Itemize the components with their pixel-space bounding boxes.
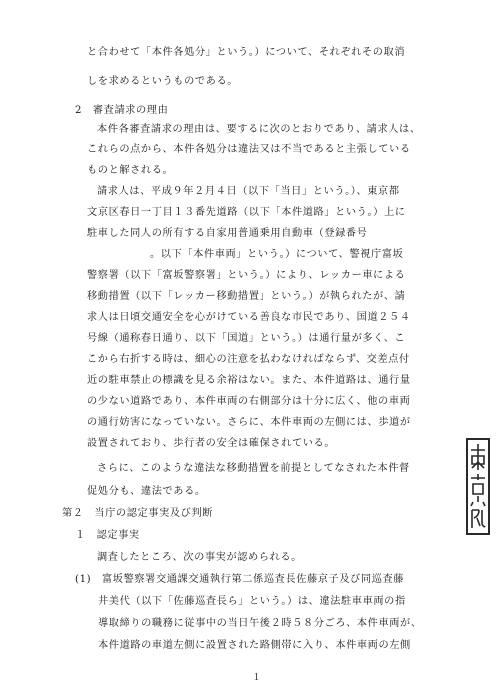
text-line: 求人は日頃交通安全を心がけている善良な市民であり、国道２５４	[87, 312, 411, 323]
text-line: の少ない道路であり、本件車両の右側部分は十分に広く、他の車両	[87, 396, 411, 407]
text-line: 文京区春日一丁目１３番先道路（以下「本件道路」という。）上に	[87, 207, 406, 218]
text-line: 移動措置（以下「レッカー移動措置」という。）が執られたが、請	[87, 291, 406, 302]
text-line: 本件道路の車道左側に設置された路側帯に入り、本件車両の左側	[98, 640, 411, 651]
text-line: 駐車した同人の所有する自家用普通乗用自動車（登録番号	[87, 228, 368, 239]
text-line: (1) 富坂警察署交通課交通執行第二係巡査長佐藤京子及び同巡査藤	[75, 574, 405, 585]
section-heading: １ 認定事実	[75, 530, 140, 541]
text-line: 警察署（以下「富坂警察署」という。）により、レッカー車による	[87, 270, 406, 281]
official-seal-stamp	[466, 438, 490, 535]
text-line: これらの点から、本件各処分は違法又は不当であると主張している	[87, 144, 411, 155]
text-line: 請求人は、平成９年２月４日（以下「当日」という。）、東京都	[97, 186, 400, 197]
text-line: 導取締りの職務に従事中の当日午後２時５８分ごろ、本件車両が、	[98, 618, 422, 629]
section-heading: 2 審査請求の理由	[75, 105, 169, 116]
text-line: の通行妨害になっていない。さらに、本件車両の左側には、歩道が	[87, 417, 411, 428]
text-line: こから右折する時は、細心の注意を払わなければならず、交差点付	[87, 354, 410, 365]
chapter-heading: 第２ 当庁の認定事実及び判断	[62, 508, 214, 519]
text-line: 促処分も、違法である。	[87, 486, 206, 497]
text-line: 近の駐車禁止の標識を見る余裕はない。また、本件道路は、通行量	[87, 375, 411, 386]
text-line: さらに、このような違法な移動措置を前提としてなされた本件督	[97, 463, 410, 474]
text-line: 調査したところ、次の事実が認められる。	[97, 552, 302, 563]
text-line: 号線（通称春日通り、以下「国道」という。）は通行量が多く、こ	[87, 333, 406, 344]
page-number: １	[252, 673, 262, 683]
text-line: 本件各審査請求の理由は、要するに次のとおりであり、請求人は、	[97, 124, 421, 135]
text-line: しを求めるというものである。	[87, 76, 239, 87]
text-line: と合わせて「本件各処分」という。）について、それぞれその取消	[87, 47, 406, 58]
text-line: ものと解される。	[87, 165, 174, 176]
text-line: 設置されており、歩行者の安全は確保されている。	[87, 438, 336, 449]
text-line: 井美代（以下「佐藤巡査長ら」という。）は、違法駐車車両の指	[98, 596, 406, 607]
text-line: 。以下「本件車両」という。）について、警視庁富坂	[150, 249, 404, 260]
seal-glyphs-icon	[468, 440, 488, 533]
